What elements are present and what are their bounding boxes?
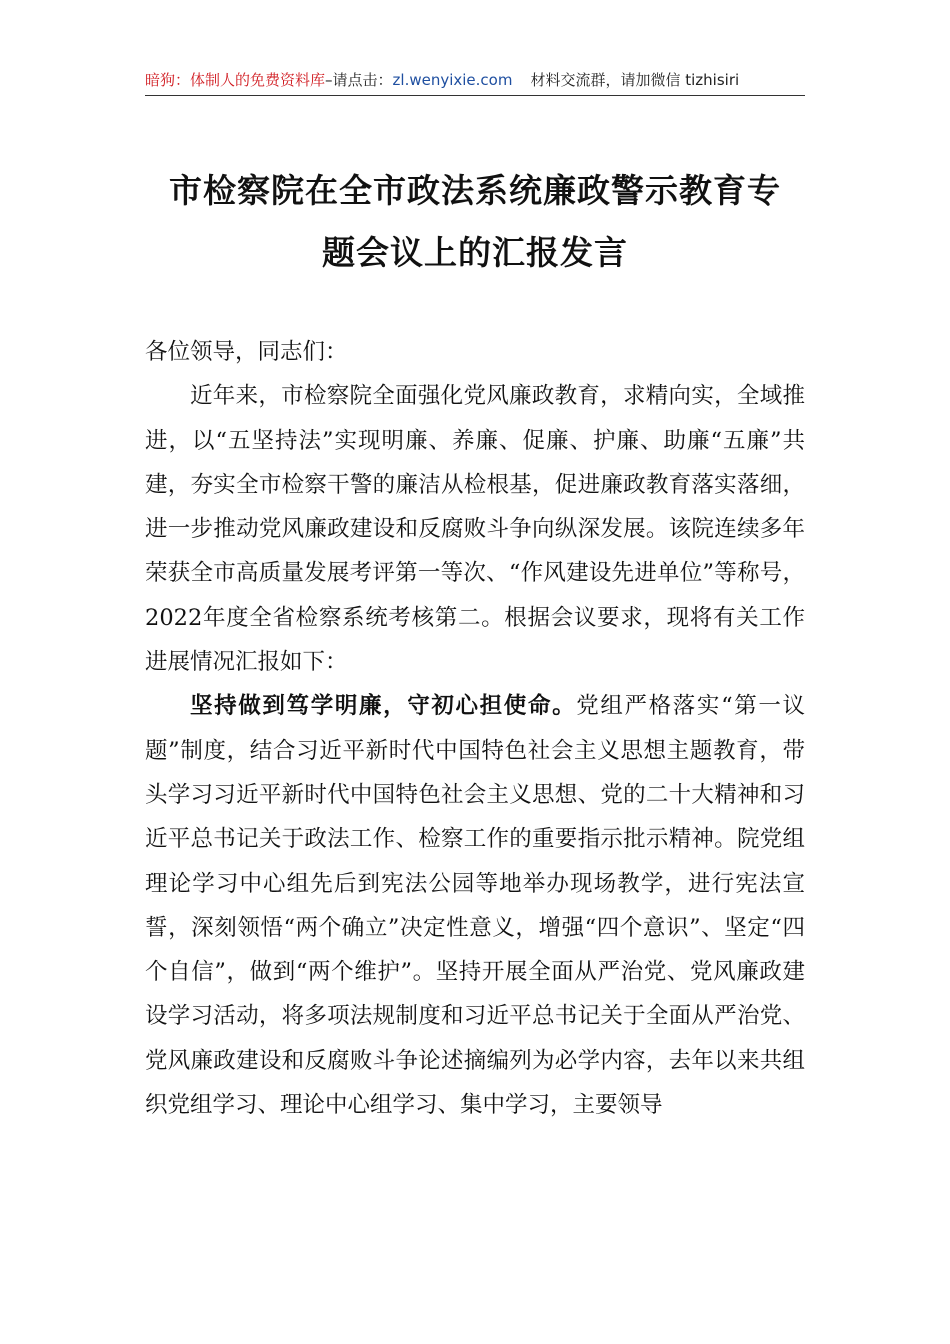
- header-link-prompt: –请点击：: [325, 71, 393, 89]
- document-title: [145, 160, 805, 284]
- header-brand: 暗狗：体制人的免费资料库: [145, 71, 326, 89]
- document-body: [145, 330, 805, 1127]
- header-group-note: 材料交流群，请加微信 tizhisiri: [530, 71, 740, 89]
- section-heading: 坚持做到笃学明廉，守初心担使命。: [190, 693, 577, 720]
- salutation: 各位领导，同志们：: [145, 339, 348, 365]
- title-line-2: 题会议上的汇报发言: [322, 233, 628, 272]
- title-line-1: 市检察院在全市政法系统廉政警示教育专: [169, 171, 781, 210]
- header-divider: [145, 95, 805, 96]
- paragraph-section-1: [145, 684, 805, 1127]
- header-url-link[interactable]: zl.wenyixie.com: [392, 71, 513, 89]
- section-body: 党组严格落实“第一议题”制度，结合习近平新时代中国特色社会主义思想主题教育，带头学习习近平新时代中国特色社会主义思想、党的二十大精神和习近平总书记关于政法工作、检察工作的重要指示批示精神。院党组理论学习中心组先后到宪法公园等地举办现场教学，进行宪法宣誓，深刻领悟“两个确立”决定性意义，增强“四个意识”、坚定“四个自信”，做到“两个维护”。坚持开展全面从严治党、党风廉政建设学习活动，将多项法规制度和习近平总书记关于全面从严治党、党风廉政建设和反腐败斗争论述摘编列为必学内容，去年以来共组织党组学习、理论中心组学习、集中学习，主要领导: [145, 693, 805, 1119]
- page-header: [145, 68, 805, 92]
- paragraph-intro: 近年来，市检察院全面强化党风廉政教育，求精向实，全域推进，以“五坚持法”实现明廉、养廉、促廉、护廉、助廉“五廉”共建，夯实全市检察干警的廉洁从检根基，促进廉政教育落实落细，进一步推动党风廉政建设和反腐败斗争向纵深发展。该院连续多年荣获全市高质量发展考评第一等次、“作风建设先进单位”等称号，2022年度全省检察系统考核第二。根据会议要求，现将有关工作进展情况汇报如下：: [145, 383, 805, 676]
